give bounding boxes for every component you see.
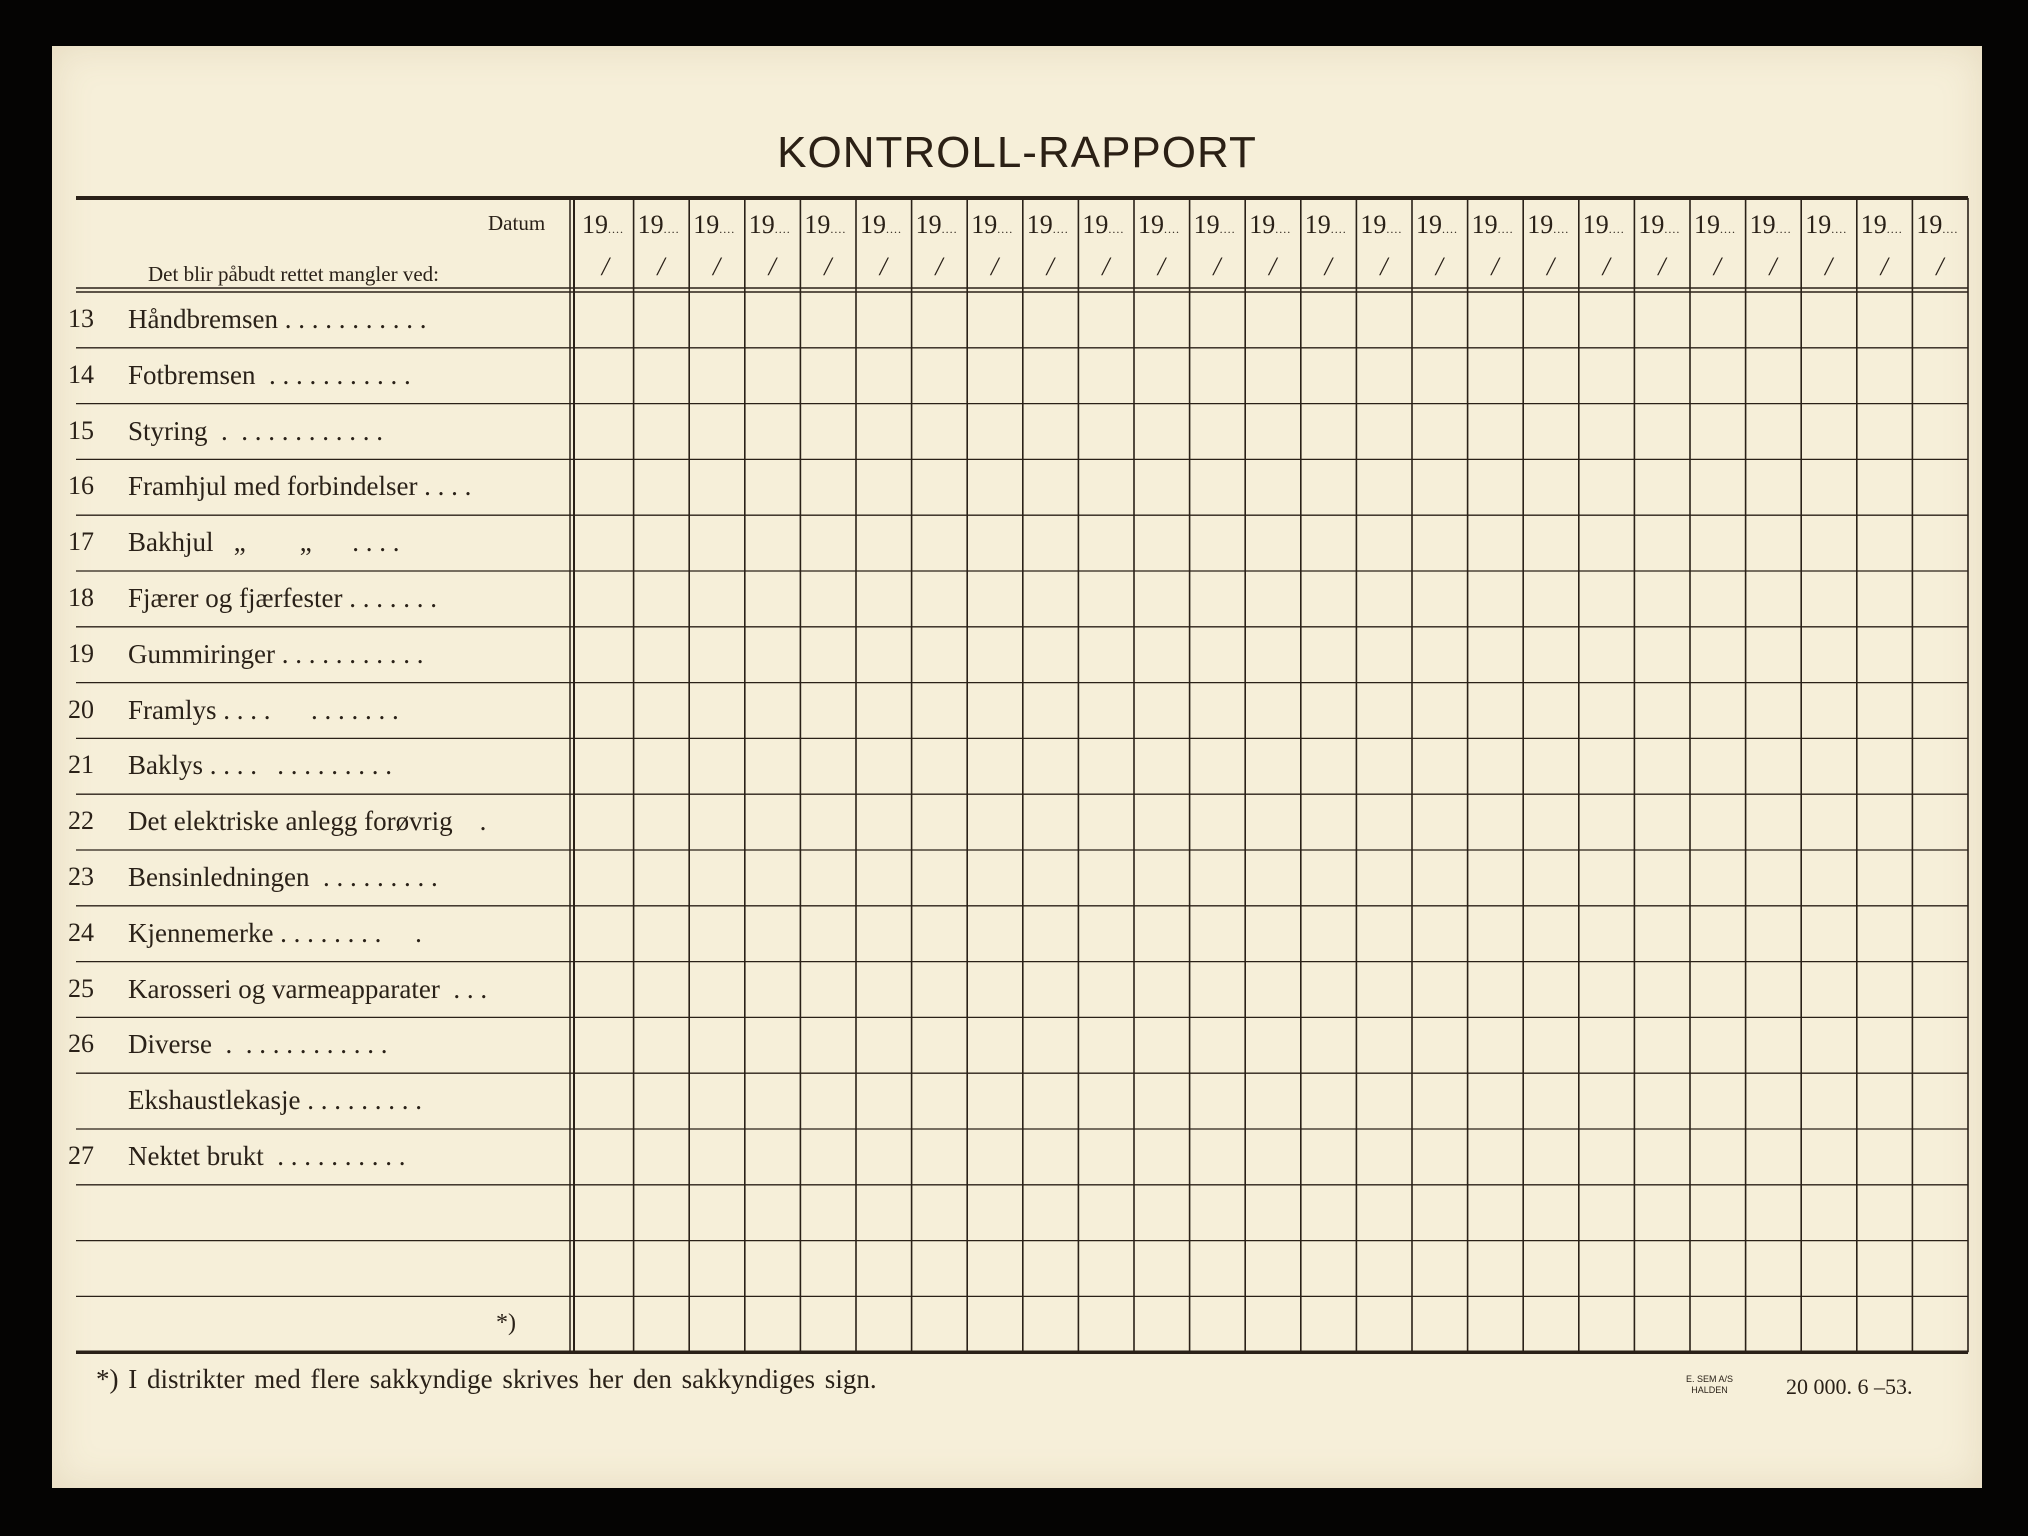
date-separator: /: [1102, 252, 1110, 281]
year-prefix: 19....: [1527, 210, 1570, 239]
year-prefix: 19....: [1026, 210, 1069, 239]
print-run: 20 000. 6 –53.: [1786, 1374, 1913, 1399]
date-separator: /: [991, 252, 999, 281]
year-prefix: 19....: [1694, 210, 1736, 239]
date-separator: /: [1825, 252, 1833, 281]
row-number: 24: [68, 917, 94, 947]
row-number: 13: [68, 304, 94, 333]
row-label: Håndbremsen . . . . . . . . . . .: [128, 304, 427, 334]
year-prefix: 19....: [804, 210, 847, 239]
row-label: Kjennemerke . . . . . . . . .: [128, 917, 422, 948]
row-label: Framlys . . . . . . . . . . .: [128, 694, 399, 725]
row-number: 23: [68, 862, 94, 891]
year-prefix: 19....: [860, 210, 902, 239]
row-label: Karosseri og varmeapparater . . .: [128, 973, 488, 1004]
row-number: 20: [68, 694, 94, 724]
date-separator: /: [601, 252, 610, 281]
date-separator: /: [1324, 252, 1332, 281]
row-label: Fotbremsen . . . . . . . . . . .: [128, 359, 411, 390]
row-number: 15: [68, 415, 94, 445]
year-prefix: 19....: [971, 210, 1014, 239]
signature-mark: *): [496, 1310, 516, 1336]
row-label: Bakhjul „ „ . . . .: [128, 527, 400, 558]
row-label: Diverse . . . . . . . . . . . .: [128, 1029, 388, 1060]
year-prefix: 19....: [1805, 210, 1848, 239]
row-number: 14: [68, 359, 94, 389]
date-separator: /: [1880, 252, 1888, 281]
year-prefix: 19....: [1082, 210, 1125, 239]
date-separator: /: [935, 252, 943, 281]
printer-line-1: E. SEM A/S: [1686, 1374, 1734, 1384]
date-separator: /: [1547, 252, 1555, 281]
date-separator: /: [657, 252, 665, 281]
row-label: Nektet brukt . . . . . . . . . .: [128, 1141, 406, 1171]
date-separator: /: [1491, 252, 1499, 281]
row-number: 26: [68, 1029, 94, 1059]
date-separator: /: [1213, 252, 1221, 281]
row-number: 21: [68, 750, 94, 780]
year-prefix: 19....: [1193, 210, 1236, 239]
year-prefix: 19....: [637, 210, 680, 239]
date-separator: /: [1936, 252, 1944, 281]
year-prefix: 19....: [915, 210, 958, 239]
footnote: *) I distrikter med flere sakkyndige skrives her den sakkyndiges sign.: [96, 1364, 877, 1394]
year-prefix: 19....: [1416, 210, 1458, 239]
printer-line-2: HALDEN: [1691, 1385, 1728, 1395]
year-prefix: 19....: [693, 210, 736, 239]
mangler-label: Det blir påbudt rettet mangler ved:: [148, 262, 439, 286]
date-separator: /: [713, 252, 721, 281]
year-prefix: 19....: [1360, 210, 1403, 239]
date-separator: /: [1269, 252, 1277, 281]
date-separator: /: [1713, 252, 1722, 281]
datum-label: Datum: [488, 211, 546, 235]
date-separator: /: [879, 252, 888, 281]
year-prefix: 19....: [1638, 210, 1681, 239]
date-separator: /: [1658, 252, 1666, 281]
row-number: 27: [68, 1141, 94, 1170]
report-card: [52, 46, 1982, 1488]
date-separator: /: [1602, 252, 1610, 281]
date-separator: /: [768, 252, 776, 281]
row-label: Det elektriske anlegg forøvrig .: [128, 806, 487, 837]
year-prefix: 19....: [582, 210, 624, 239]
row-label: Styring . . . . . . . . . . . .: [128, 415, 384, 446]
printer-imprint: [1686, 1374, 1733, 1396]
row-label: Fjærer og fjærfester . . . . . . .: [128, 583, 437, 613]
row-number: 17: [68, 527, 94, 557]
row-number: 18: [68, 583, 94, 612]
date-separator: /: [1380, 252, 1388, 281]
row-number: 16: [68, 471, 94, 501]
date-separator: /: [1157, 252, 1166, 281]
row-number: 19: [68, 638, 94, 668]
row-label: Framhjul med forbindelser . . . .: [128, 471, 472, 502]
row-label: Bensinledningen . . . . . . . . .: [128, 862, 438, 892]
year-prefix: 19....: [1916, 210, 1959, 239]
year-prefix: 19....: [1860, 210, 1903, 239]
year-prefix: 19....: [1249, 210, 1292, 239]
year-prefix: 19....: [1138, 210, 1180, 239]
row-label: Ekshaustlekasje . . . . . . . . .: [128, 1085, 422, 1116]
page-title: KONTROLL-RAPPORT: [777, 128, 1257, 177]
row-number: 25: [68, 973, 94, 1003]
year-prefix: 19....: [1582, 210, 1625, 239]
row-number: 22: [68, 806, 94, 836]
year-prefix: 19....: [1749, 210, 1792, 239]
date-separator: /: [1435, 252, 1444, 281]
row-label: Gummiringer . . . . . . . . . . .: [128, 638, 424, 669]
year-prefix: 19....: [748, 210, 791, 239]
row-label: Baklys . . . . . . . . . . . . .: [128, 750, 393, 781]
date-separator: /: [824, 252, 832, 281]
date-separator: /: [1769, 252, 1777, 281]
year-prefix: 19....: [1471, 210, 1514, 239]
date-separator: /: [1046, 252, 1054, 281]
year-prefix: 19....: [1304, 210, 1347, 239]
